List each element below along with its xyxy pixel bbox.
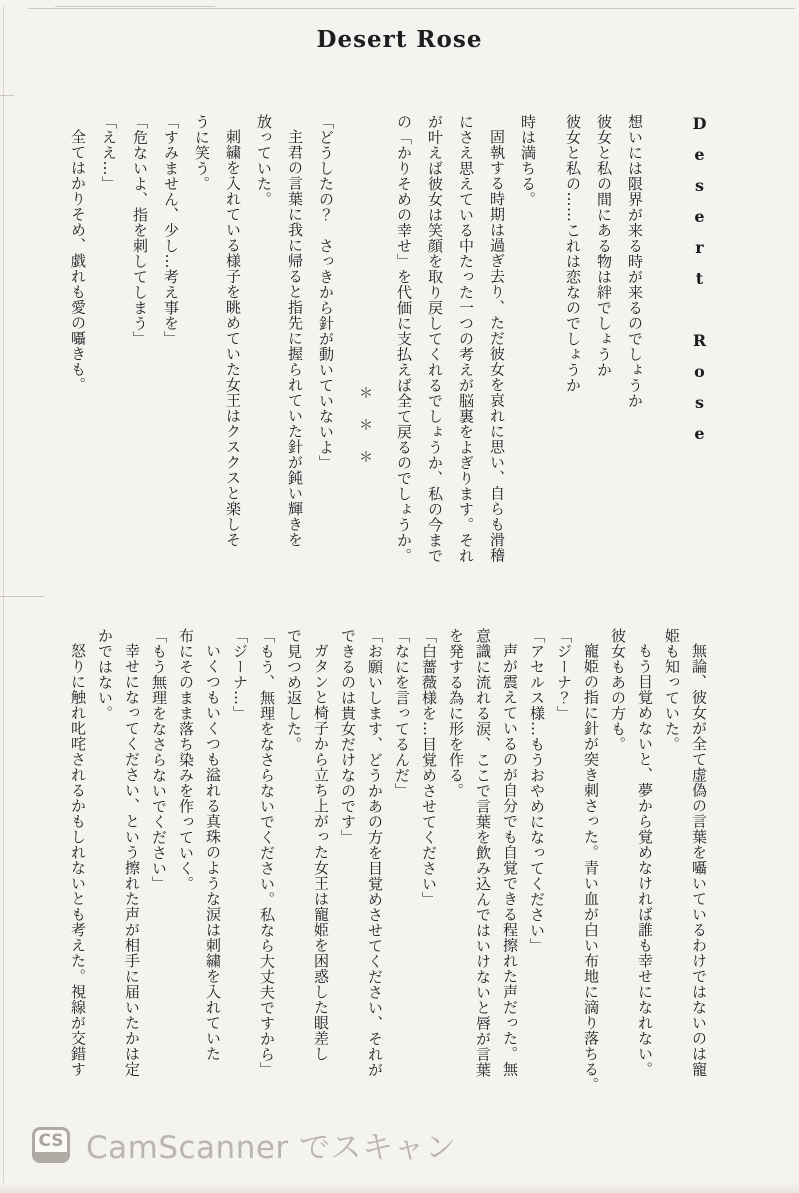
text-block-bottom: [64, 628, 712, 1098]
story-title-vertical: Desert Rose: [690, 114, 709, 455]
camscanner-watermark-text: CamScanner でスキャン: [86, 1130, 457, 1166]
camscanner-logo-icon: [32, 1127, 70, 1163]
camscanner-logo-strip: [35, 1152, 67, 1160]
text-column: いくつもいくつも溢れる真珠のような涙は刺繍を入れていた: [204, 643, 222, 1062]
text-column: を発する為に形を作る。: [447, 628, 465, 799]
text-column: 刺繍を入れている様子を眺めていた女王はクスクスと楽しそ: [224, 129, 242, 548]
text-column: 「アセルス様…もうおやめになってください」: [528, 628, 546, 954]
text-column: が叶えば彼女は笑顔を取り戻してくれるでしょうか、私の今まで: [426, 114, 444, 564]
text-column: 放っていた。: [255, 114, 273, 207]
section-separator: ＊ ＊ ＊: [357, 386, 373, 466]
scan-bottom-shade: [0, 1183, 799, 1193]
text-column: 「ジーナ…」: [231, 628, 249, 721]
text-column: かではない。: [96, 628, 114, 721]
text-column: 「もう無理をなさらないでください」: [150, 628, 168, 892]
text-column: で見つめ返した。: [285, 628, 303, 752]
camscanner-watermark: [32, 1122, 457, 1167]
text-column: 固執する時期は過ぎ去り、ただ彼女を哀れに思い、自らも滑稽: [488, 129, 506, 563]
text-column: 「どうしたの？ さっきから針が動いていないよ」: [317, 114, 335, 471]
scan-margin-dash: [0, 95, 14, 96]
text-column: ガタンと椅子から立ち上がった女王は寵姫を困惑した眼差し: [312, 643, 330, 1062]
text-column: 声が震えているのが自分でも自覚できる程擦れた声だった。無: [501, 643, 519, 1077]
text-column: 「ジーナ？」: [555, 628, 573, 721]
text-column: 主君の言葉に我に帰ると指先に握られていた針が鈍い輝きを: [286, 129, 304, 548]
text-column: 全てはかりそめ、戯れも愛の囁きも。: [69, 129, 87, 393]
page-title: Desert Rose: [316, 26, 483, 53]
text-column: 怒りに触れ叱咤されるかもしれないとも考えた。視線が交錯す: [69, 643, 87, 1077]
text-column: 彼女と私の……これは恋なのでしょうか: [564, 114, 582, 393]
text-column: もう目覚めないと、夢から覚めなければ誰も幸せになれない。: [636, 643, 654, 1077]
text-column: 姫も知っていた。: [663, 628, 681, 752]
text-column: にさえ思えている中たった一つの考えが脳裏をよぎります。それ: [457, 114, 475, 564]
text-column: 彼女もあの方も。: [609, 628, 627, 752]
text-column: 「ええ…」: [100, 114, 118, 192]
text-block-top: [62, 114, 715, 594]
text-column: 意識に流れる涙、ここで言葉を飲み込んではいけないと唇が言葉: [474, 628, 492, 1078]
text-column: 時は満ちる。: [519, 114, 537, 207]
text-column: 彼女と私の間にある物は絆でしょうか: [595, 114, 613, 378]
text-column: うに笑う。: [193, 114, 211, 192]
text-column: 「すみません、少し…考え事を」: [162, 114, 180, 347]
scan-left-edge-line: [3, 6, 4, 1190]
scan-top-edge-line-2: [55, 6, 215, 7]
text-column: 無論、彼女が全て虚偽の言葉を囁いているわけではないのは寵: [690, 643, 708, 1077]
text-column: 「白薔薇様を…目覚めさせてください」: [420, 628, 438, 907]
text-column: 想いには限界が来る時が来るのでしょうか: [626, 114, 644, 409]
scan-margin-dash: [0, 596, 44, 597]
text-column: 「お願いします、どうかあの方を目覚めさせてください、それが: [366, 628, 384, 1078]
text-column: 寵姫の指に針が突き刺さった。青い血が白い布地に滴り落ちる。: [582, 643, 600, 1093]
camscanner-logo-label: CS: [38, 1130, 64, 1151]
text-column: 幸せになってください、という擦れた声が相手に届いたかは定: [123, 643, 141, 1077]
text-column: 「危ないよ、指を刺してしまう」: [131, 114, 149, 347]
text-column: 「なにを言ってるんだ」: [393, 628, 411, 799]
text-column: 「もう、無理をなさらないでください。私なら大丈夫ですから」: [258, 628, 276, 1078]
scan-top-edge-line: [28, 8, 795, 9]
text-column: できるのは貴女だけなのです」: [339, 628, 357, 845]
text-column: の「かりそめの幸せ」を代価に支払えば全て戻るのでしょうか。: [395, 114, 413, 564]
text-column: 布にそのまま落ち染みを作っていく。: [177, 628, 195, 892]
